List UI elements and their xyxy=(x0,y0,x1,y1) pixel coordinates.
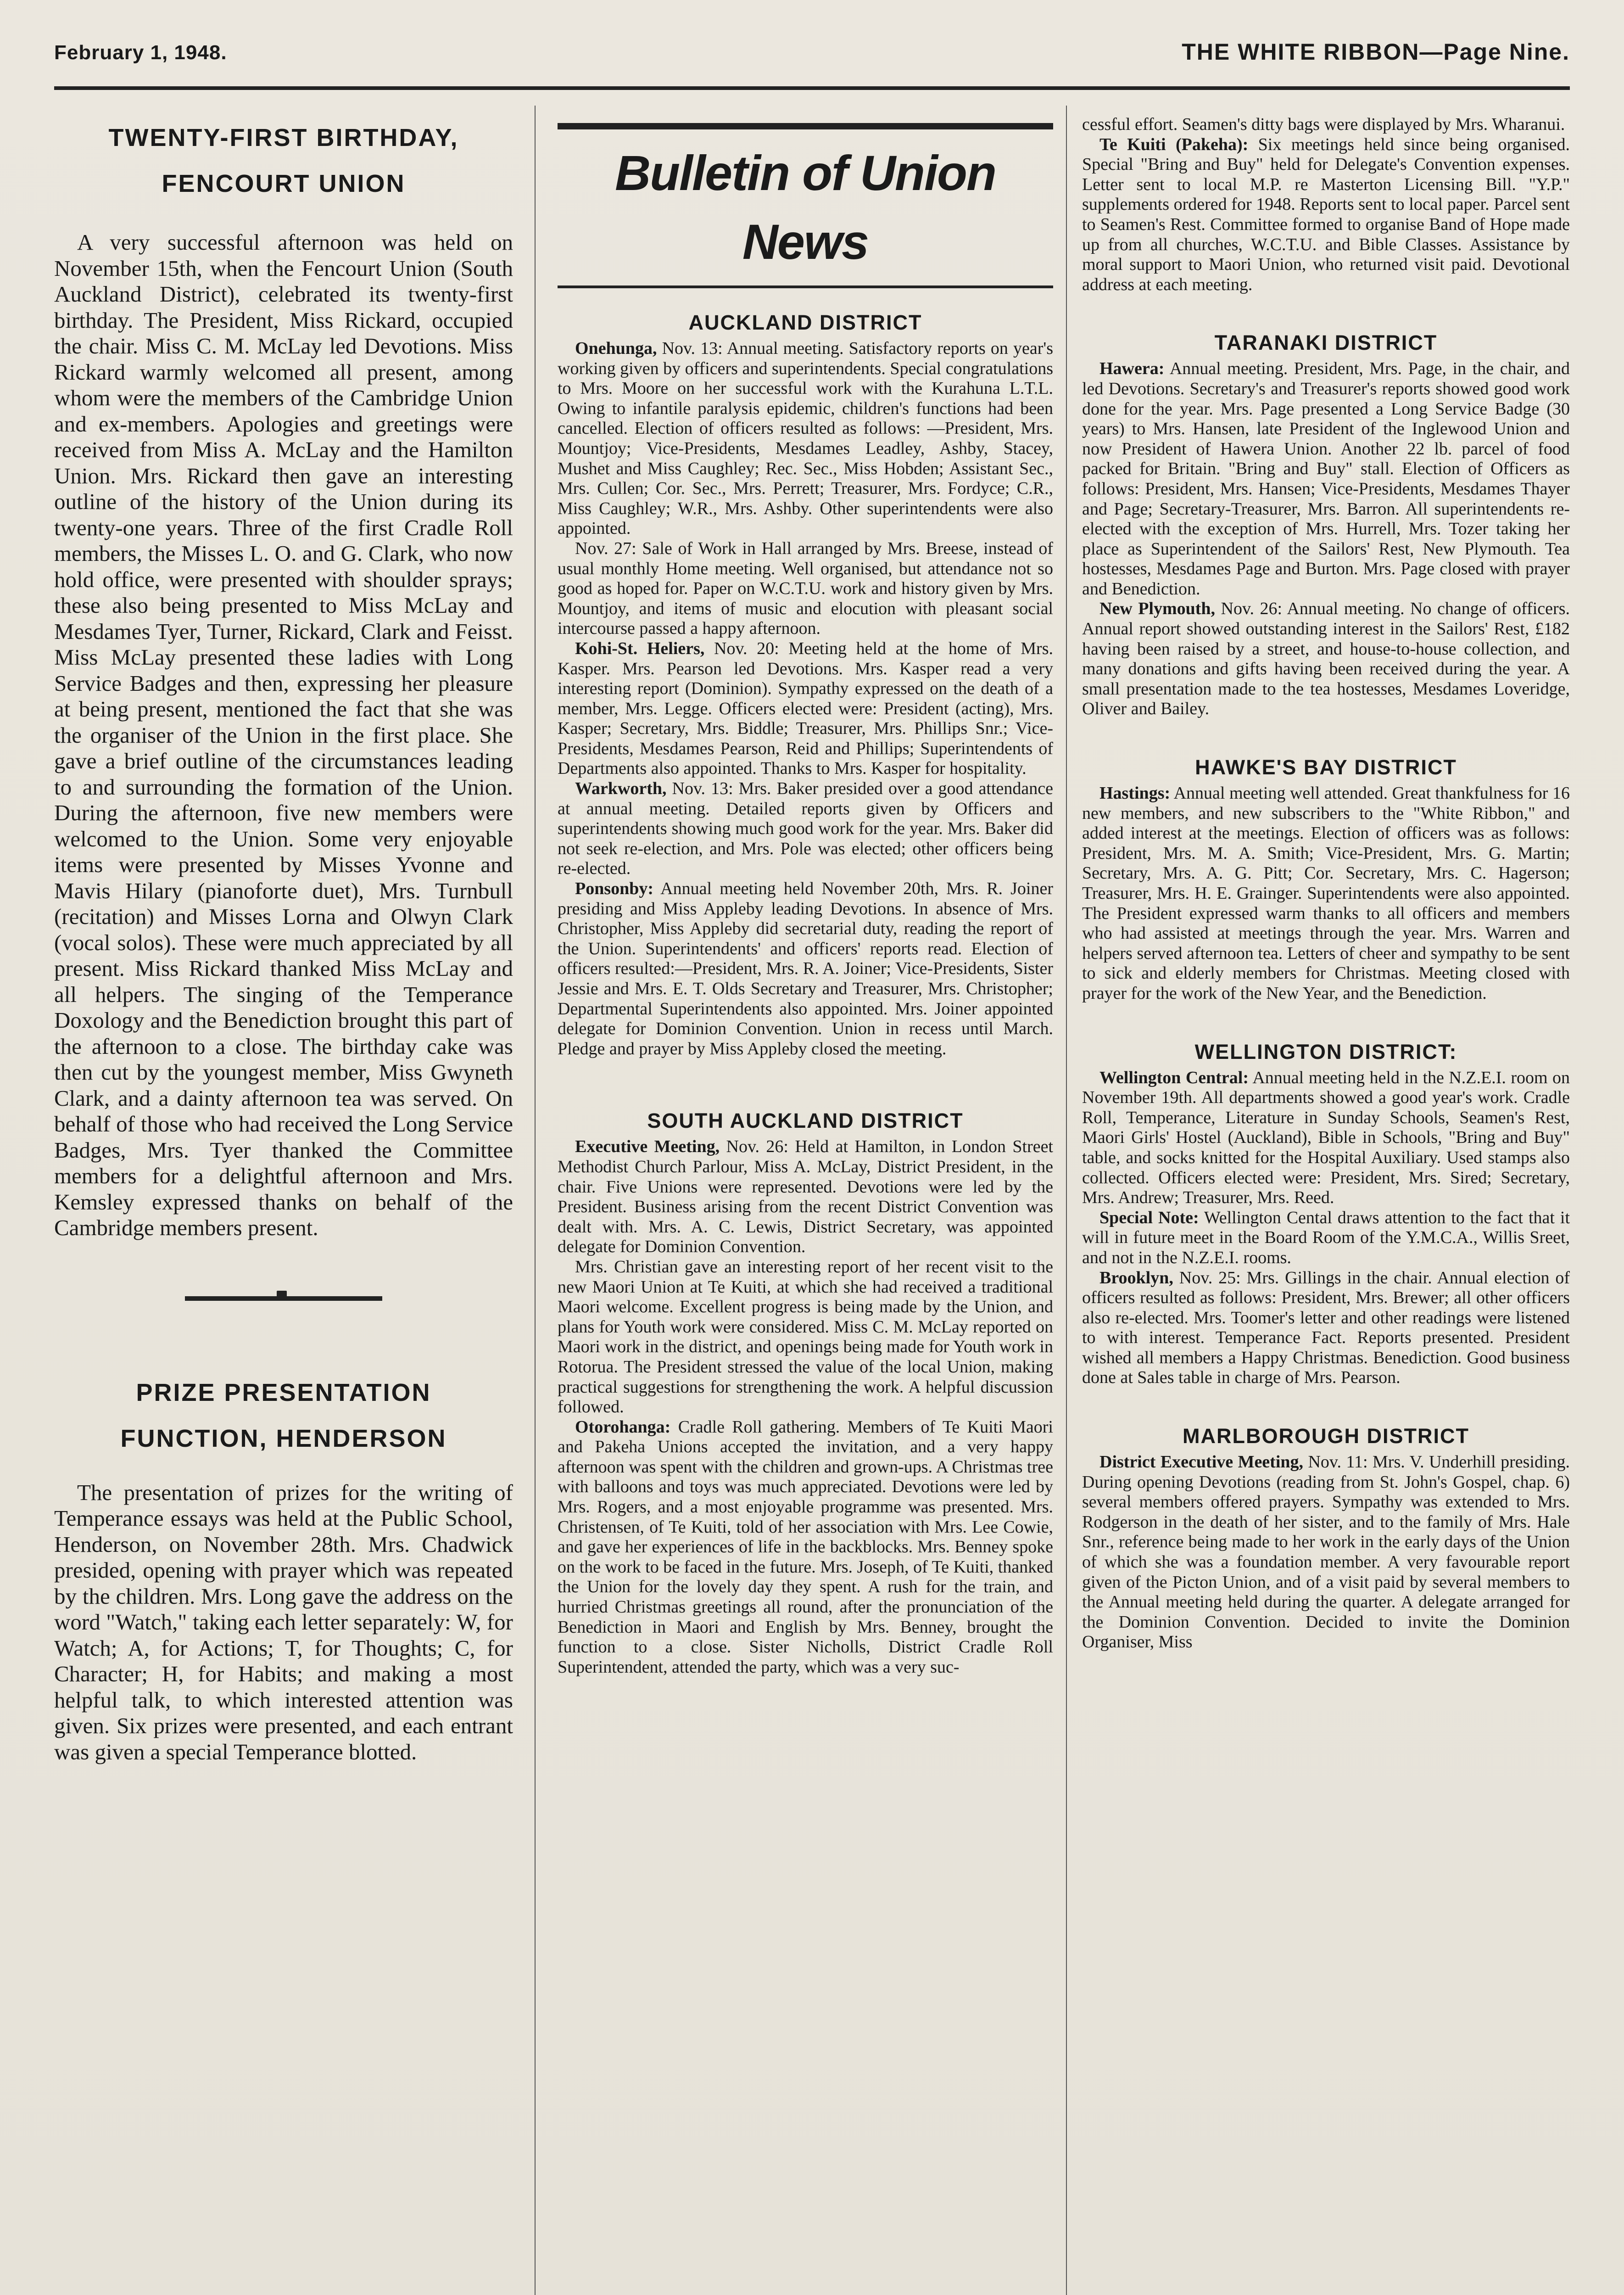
entry-text: Nov. 13: Annual meeting. Satisfactory reports on year's working given by officers and superintendents. Special congratulations to Mrs. Moore on her successful work with the Kurahuna L.T.L. Owing to infantile paralysis epidemic, children's functions had been cancelled. Election of officers resulted as follows: —President, Mrs. Mountjoy; Vice-Presidents, Mesdames Leadley, Ashby, Stacey, Mushet and Miss Caughley; Rec. Sec., Miss Hobden; Assistant Sec., Mrs. Cullen; Cor. Sec., Mrs. Perrett; Treasurer, Mrs. Fordyce; C.R., Miss Caughley; W.R., Mrs. Ashby. Other superintendents were also appointed. xyxy=(558,339,1053,538)
prize-heading-1: PRIZE PRESENTATION xyxy=(136,1378,431,1406)
entry-onehunga-nov27 xyxy=(558,539,1053,639)
entry-hawera xyxy=(1082,359,1570,599)
column-3 xyxy=(1082,115,1570,2295)
entry-brooklyn xyxy=(1082,1268,1570,1388)
entry-wellington-central xyxy=(1082,1068,1570,1208)
bulletin-rule-top xyxy=(558,123,1053,129)
entry-special-note xyxy=(1082,1208,1570,1268)
entry-new-plymouth xyxy=(1082,599,1570,719)
place-ponsonby: Ponsonby: xyxy=(575,879,654,899)
entry-text: Cradle Roll gathering. Members of Te Kuiti Maori and Pakeha Unions accepted the invitation, and a very happy afternoon was spent with the children and grown-ups. A Christmas tree with balloons and toys was much appreciated. Devotions were led by Mrs. Rogers, and a most enjoyable programme was presented. Mrs. Christensen, of Te Kuiti, told of her association with Mrs. Lee Cowie, and gave her experiences of life in the backblocks. Mrs. Benney spoke on the work to be faced in the future. Mrs. Joseph, of Te Kuiti, thanked the Union for the lovely day they spent. A rush for the train, and hurried Christmas greetings all round, after the pronunciation of the Benediction in Maori and English by Mrs. Benney, brought the function to a close. Sister Nicholls, District Cradle Roll Superintendent, attended the party, which was a very suc- xyxy=(558,1417,1053,1677)
entry-text: Nov. 26: Annual meeting. No change of officers. Annual report showed outstanding interest in the Sailors' Rest, £182 having been raised by a street, and house-to-house collection, and many donations and gifts having been received during the year. A small presentation made to the tea hostesses, Mesdames Loveridge, Oliver and Bailey. xyxy=(1082,599,1570,719)
entry-text: Nov. 27: Sale of Work in Hall arranged by Mrs. Breese, instead of usual monthly Home meeting. Well organised, but attendance not so good as hoped for. Paper on W.C.T.U. work and history given by Mrs. Mountjoy, and items of music and elocution with pleasant social intercourse passed a happy afternoon. xyxy=(558,538,1053,638)
place-hawera: Hawera: xyxy=(1099,359,1165,379)
entry-text: Mrs. Christian gave an interesting report of her recent visit to the new Maori Union at Te Kuiti, at which she had received a traditional Maori welcome. Excellent progress is being made by the Union, and plans for Youth work were considered. Miss C. M. McLay reported on Maori work in the district, and openings being made for Youth work in Rotorua. The President stressed the value of the local Union, making practical suggestions for strengthening the work. A helpful discussion followed. xyxy=(558,1257,1053,1417)
entry-text: Annual meeting. President, Mrs. Page, in the chair, and led Devotions. Secretary's and Treasurer's reports showed good work done for the year. Mrs. Page presented a Long Service Badge (30 years) to Mrs. Hansen, late President of the Inglewood Union and now President of Hawera Union. Another 22 lb. parcel of food packed for Britain. "Bring and Buy" stall. Election of Officers as follows: President, Mrs. Hansen; Vice-Presidents, Mesdames Thayer and Page; Secretary-Treasurer, Mrs. Barron. All superintendents re-elected with the exception of Mrs. Hurrell, Mrs. Tozer taking her place as Superintendent of the Sailors' Rest, New Plymouth. Tea hostesses, Mesdames Page and Burton. Mrs. Page closed with prayer and Benediction. xyxy=(1082,359,1570,599)
marlborough-district-heading: MARLBOROUGH DISTRICT xyxy=(1183,1424,1469,1448)
section-ornament xyxy=(185,1296,382,1301)
wellington-district-heading: WELLINGTON DISTRICT: xyxy=(1194,1040,1457,1064)
birthday-article-text: A very successful afternoon was held on November 15th, when the Fencourt Union (South Auckland District), celebrated its twenty-first birthday. The President, Miss Rickard, occupied the chair. Miss C. M. McLay led Devotions. Miss Rickard warmly welcomed all present, among whom were the members of the Cambridge Union and ex-members. Apologies and greetings were received from Miss A. McLay and the Hamilton Union. Mrs. Rickard then gave an interesting outline of the history of the Union during its twenty-one years. Three of the first Cradle Roll members, the Misses L. O. and G. Clark, who now hold office, were presented with shoulder sprays; these also being presented to Miss McLay and Mesdames Tyer, Turner, Rickard, Clark and Feisst. Miss McLay presented these ladies with Long Service Badges and then, expressing her pleasure at being present, mentioned the fact that she was the organiser of the Union in the first place. She gave a brief outline of the circumstances leading to and surrounding the formation of the Union. During the afternoon, five new members were welcomed to the Union. Some very enjoyable items were presented by Misses Yvonne and Mavis Hilary (pianoforte duet), Mrs. Turnbull (recitation) and Misses Lorna and Olwyn Clark (vocal solos). These were much appreciated by all present. Miss Rickard thanked Miss McLay and all helpers. The singing of the Temperance Doxology and the Benediction brought this part of the afternoon to a close. The birthday cake was then cut by the youngest member, Miss Gwyneth Clark, and a dainty afternoon tea was served. On behalf of those who had received the Long Service Badges, Mrs. Tyer thanked the Committee members for a delightful afternoon and Mrs. Kemsley expressed thanks on behalf of the Cambridge members present. xyxy=(54,230,513,1240)
entry-text: Nov. 20: Meeting held at the home of Mrs. Kasper. Mrs. Pearson led Devotions. Mrs. Kasper read a very interesting report (Dominion). Sympathy expressed on the death of a member, Mrs. Legge. Officers elected were: President (acting), Mrs. Kasper; Secretary, Mrs. Biddle; Treasurer, Mrs. Phillips Snr.; Vice-Presidents, Mesdames Pearson, Reid and Phillips; Superintendents of Departments also appointed. Thanks to Mrs. Kasper for hospitality. xyxy=(558,638,1053,778)
prize-article-text: The presentation of prizes for the writing of Temperance essays was held at the Public School, Henderson, on November 28th. Mrs. Chadwick presided, opening with prayer which was repeated by the children. Mrs. Long gave the address on the word "Watch," taking each letter separately: W, for Watch; A, for Actions; T, for Thoughts; C, for Character; H, for Habits; and making a most helpful talk, to which interested attention was given. Six prizes were presented, and each entrant was given a special Temperance blotted. xyxy=(54,1479,513,1764)
place-kohi-st-heliers: Kohi-St. Heliers, xyxy=(575,638,705,658)
taranaki-district-heading: TARANAKI DISTRICT xyxy=(1214,331,1438,355)
place-hastings: Hastings: xyxy=(1099,784,1171,803)
entry-warkworth xyxy=(558,779,1053,879)
entry-text: Annual meeting well attended. Great thankfulness for 16 new members, and new subscribers to the "White Ribbon," and added interest at the meetings. Election of officers was as follows: President, Mrs. M. A. Smith; Vice-President, Mrs. G. Martin; Secretary, Mrs. A. G. Pitt; Cor. Secretary, Mrs. C. Hagerson; Treasurer, Mrs. H. E. Grainger. Superintendents were also appointed. The President expressed warm thanks to all officers and members who had assisted at meetings through the year. Mrs. Warren and helpers served afternoon tea. Letters of cheer and sympathy to be sent to sick and elderly members for Christmas. Meeting closed with prayer for the work of the New Year, and the Benediction. xyxy=(1082,784,1570,1003)
entry-text: Nov. 25: Mrs. Gillings in the chair. Annual election of officers resulted as follows: President, Mrs. Brewer; all other officers also re-elected. Mrs. Toomer's letter and other readings were listened to with interest. Temperance Fact. Reports presented. President wished all members a Happy Christmas. Benediction. Good business done at Sales table in charge of Mrs. Pearson. xyxy=(1082,1268,1570,1388)
entry-hastings xyxy=(1082,784,1570,1004)
place-new-plymouth: New Plymouth, xyxy=(1099,599,1216,619)
entry-district-executive xyxy=(1082,1452,1570,1652)
entry-text: Nov. 26: Held at Hamilton, in London Street Methodist Church Parlour, Miss A. McLay, District President, in the chair. Five Unions were represented. Devotions were led by the President. Business arising from the recent District Convention was dealt with. Mrs. A. C. Lewis, District Secretary, was appointed delegate for Dominion Convention. xyxy=(558,1137,1053,1257)
running-head xyxy=(54,31,1570,73)
place-warkworth: Warkworth, xyxy=(575,779,667,799)
entry-te-kuiti xyxy=(1082,135,1570,295)
column-rule-1 xyxy=(535,106,536,2295)
birthday-heading-2: FENCOURT UNION xyxy=(162,170,406,197)
entry-maori-union-report xyxy=(558,1257,1053,1417)
entry-text: Annual meeting held in the N.Z.E.I. room on November 19th. All departments showed a good year's work. Cradle Roll, Temperance, Literature in Sunday Schools, Seamen's Rest, Maori Girls' Hostel (Auckland), Bible in Schools, "Bring and Buy" table, and socks knitted for the Hospital Auxiliary. Used stamps also collected. Officers elected were: President, Mrs. Sired; Secretary, Mrs. Andrew; Treasurer, Mrs. Reed. xyxy=(1082,1068,1570,1208)
place-otorohanga: Otorohanga: xyxy=(575,1417,671,1437)
south-auckland-district-heading: SOUTH AUCKLAND DISTRICT xyxy=(647,1109,964,1133)
place-brooklyn: Brooklyn, xyxy=(1099,1268,1173,1287)
bulletin-rule-bottom xyxy=(558,285,1053,288)
entry-text: Wellington Cental draws attention to the fact that it will in future meet in the Board Room of the Y.M.C.A., Willis Sreet, and not in the N.Z.E.I. rooms. xyxy=(1082,1208,1570,1267)
bulletin-title: Bulletin of Union News xyxy=(615,145,996,269)
entry-text: Annual meeting held November 20th, Mrs. R. Joiner presiding and Miss Appleby leading Devotions. In absence of Mrs. Christopher, Miss Appleby did secretarial duty, reading the report of the Union. Superintendents' and officers' reports read. Election of officers resulted:—President, Mrs. R. A. Joiner; Vice-Presidents, Sister Jessie and Mrs. E. T. Olds Secretary and Treasurer, Mrs. Christopher; Departmental Superintendents also appointed. Mrs. Joiner appointed delegate for Dominion Convention. Union in recess until March. Pledge and prayer by Miss Appleby closed the meeting. xyxy=(558,879,1053,1058)
birthday-heading-1: TWENTY-FIRST BIRTHDAY, xyxy=(108,124,459,151)
page-title: THE WHITE RIBBON—Page Nine. xyxy=(1182,39,1570,65)
entry-text: Nov. 11: Mrs. V. Underhill presiding. During opening Devotions (reading from St. John's Gospel, chap. 6) several members offered prayers. Sympathy was extended to Mrs. Rodgerson in the death of her sister, and to the family of Mrs. Hale Snr., reference being made to her work in the early days of the Union of which she was a foundation member. A very favourable report given of the Picton Union, and of a visit paid by several members to the Annual meeting held during the quarter. A delegate arranged for the Dominion Convention. Decided to invite the Dominion Organiser, Miss xyxy=(1082,1452,1570,1652)
column-1 xyxy=(54,115,513,2295)
entry-onehunga xyxy=(558,339,1053,539)
place-wellington-central: Wellington Central: xyxy=(1099,1068,1249,1087)
ornament-dot xyxy=(277,1291,287,1301)
entry-executive-meeting xyxy=(558,1137,1053,1257)
place-district-executive: District Executive Meeting, xyxy=(1099,1452,1304,1472)
entry-text: Nov. 13: Mrs. Baker presided over a good attendance at annual meeting. Detailed reports given by Officers and superintendents showing much good work for the year. Mrs. Baker did not seek re-election, and Mrs. Pole was elected; other officers being re-elected. xyxy=(558,779,1053,879)
hawkes-bay-district-heading: HAWKE'S BAY DISTRICT xyxy=(1195,756,1457,779)
continuation-text: cessful effort. Seamen's ditty bags were displayed by Mrs. Wharanui. xyxy=(1082,115,1565,134)
column-2 xyxy=(558,115,1053,2295)
auckland-district-heading: AUCKLAND DISTRICT xyxy=(688,311,922,334)
place-te-kuiti: Te Kuiti (Pakeha): xyxy=(1099,134,1249,154)
prize-heading-2: FUNCTION, HENDERSON xyxy=(120,1424,447,1452)
entry-kohi-st-heliers xyxy=(558,639,1053,779)
entry-ponsonby xyxy=(558,879,1053,1059)
place-onehunga: Onehunga, xyxy=(575,339,657,358)
top-rule xyxy=(54,86,1570,90)
place-executive-meeting: Executive Meeting, xyxy=(575,1137,720,1157)
issue-date: February 1, 1948. xyxy=(54,41,227,64)
column-rule-2 xyxy=(1066,106,1067,2295)
entry-otorohanga xyxy=(558,1417,1053,1678)
place-special-note: Special Note: xyxy=(1099,1208,1199,1227)
entry-text: Six meetings held since being organised. Special "Bring and Buy" held for Delegate's Convention expenses. Letter sent to local M.P. re Masterton Licensing Bill. "Y.P." supplements ordered for 1948. Reports sent to local paper. Parcel sent to Seamen's Rest. Committee formed to organise Band of Hope made up from all churches, W.C.T.U. and Bible Classes. Assistance by moral support to Maori Union, who returned visit paid. Devotional address at each meeting. xyxy=(1082,134,1570,294)
